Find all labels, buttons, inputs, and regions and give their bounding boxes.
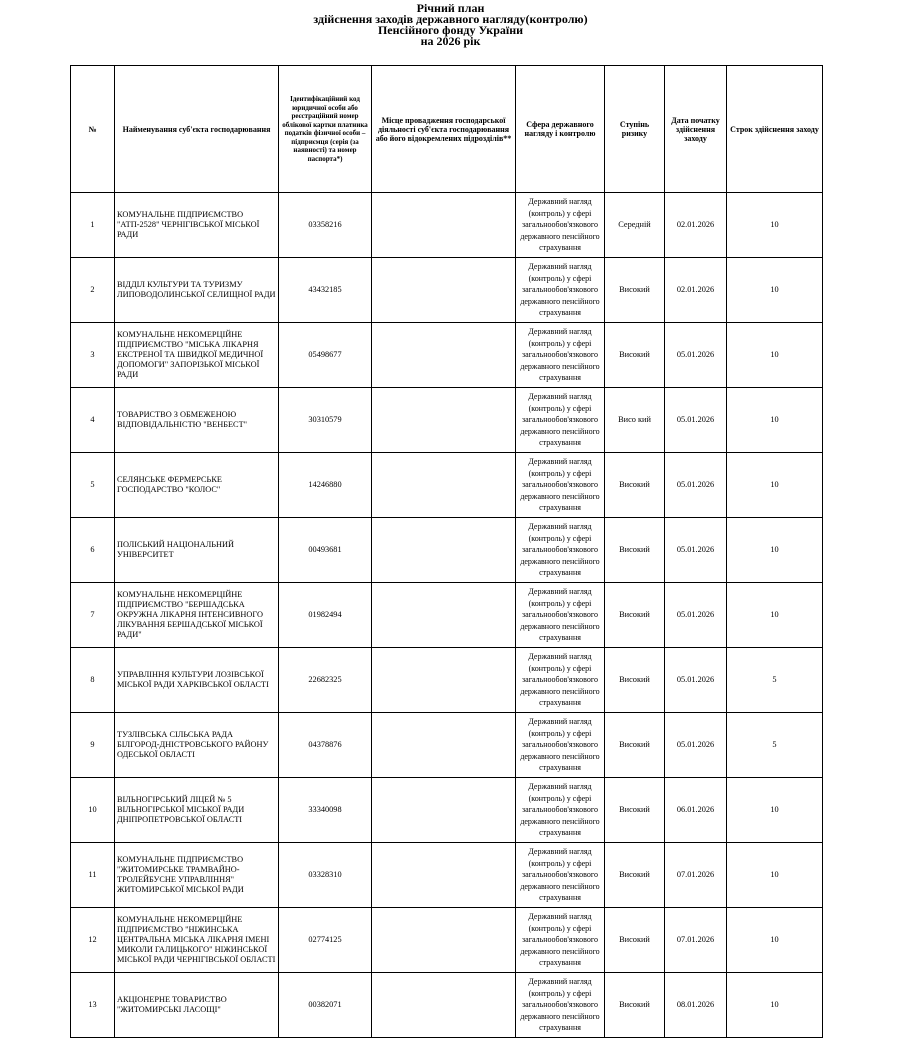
cell-entity-name: ПОЛІСЬКИЙ НАЦІОНАЛЬНИЙ УНІВЕРСИТЕТ xyxy=(115,518,279,583)
cell-place xyxy=(372,518,516,583)
table-row xyxy=(71,518,823,583)
title-line-3: Пенсійного фонду України xyxy=(377,23,524,37)
cell-term: 10 xyxy=(727,193,823,258)
cell-term: 10 xyxy=(727,908,823,973)
cell-entity-name: КОМУНАЛЬНЕ ПІДПРИЄМСТВО "ЖИТОМИРСЬКЕ ТРАМВАЙНО-ТРОЛЕЙБУСНЕ УПРАВЛІННЯ" ЖИТОМИРСЬКОЇ МІСЬКОЇ РАДИ xyxy=(115,843,279,908)
cell-risk: Високий xyxy=(605,843,665,908)
cell-code: 00493681 xyxy=(279,518,372,583)
header-risk: Ступінь ризику xyxy=(605,66,665,193)
cell-entity-name: АКЦІОНЕРНЕ ТОВАРИСТВО "ЖИТОМИРСЬКІ ЛАСОЩІ" xyxy=(115,973,279,1038)
cell-num: 6 xyxy=(71,518,115,583)
cell-place xyxy=(372,713,516,778)
header-name: Найменування суб'єкта господарювання xyxy=(115,66,279,193)
cell-risk: Високий xyxy=(605,908,665,973)
table-row xyxy=(71,843,823,908)
cell-risk: Високий xyxy=(605,713,665,778)
table-body xyxy=(71,193,823,1038)
cell-risk: Високий xyxy=(605,453,665,518)
cell-entity-name: КОМУНАЛЬНЕ НЕКОМЕРЦІЙНЕ ПІДПРИЄМСТВО "МІСЬКА ЛІКАРНЯ ЕКСТРЕНОЇ ТА ШВИДКОЇ МЕДИЧНОЇ ДОПОМОГИ" ЗАПОРІЗЬКОЇ МІСЬКОЇ РАДИ xyxy=(115,323,279,388)
cell-sphere: Державний нагляд (контроль) у сфері загальнообов'язкового державного пенсійного страхування xyxy=(516,388,605,453)
cell-term: 10 xyxy=(727,778,823,843)
cell-start-date: 07.01.2026 xyxy=(665,908,727,973)
cell-risk: Високий xyxy=(605,583,665,648)
cell-entity-name: КОМУНАЛЬНЕ НЕКОМЕРЦІЙНЕ ПІДПРИЄМСТВО "НІЖИНСЬКА ЦЕНТРАЛЬНА МІСЬКА ЛІКАРНЯ ІМЕНІ МИКОЛИ ГАЛИЦЬКОГО" НІЖИНСЬКОЇ МІСЬКОЇ РАДИ ЧЕРНІГІВСЬКОЇ ОБЛАСТІ xyxy=(115,908,279,973)
title-line-4: на 2026 рік xyxy=(420,34,481,48)
cell-code: 30310579 xyxy=(279,388,372,453)
cell-start-date: 05.01.2026 xyxy=(665,518,727,583)
cell-code: 03328310 xyxy=(279,843,372,908)
header-code: Ідентифікаційний код юридичної особи або реєстраційний номер облікової картки платника податків фізичної особи – підприємця (серія (за наявності) та номер паспорта*) xyxy=(279,66,372,193)
cell-risk: Висо кий xyxy=(605,388,665,453)
cell-risk: Високий xyxy=(605,973,665,1038)
cell-code: 43432185 xyxy=(279,258,372,323)
cell-start-date: 02.01.2026 xyxy=(665,193,727,258)
cell-start-date: 08.01.2026 xyxy=(665,973,727,1038)
cell-code: 01982494 xyxy=(279,583,372,648)
cell-start-date: 02.01.2026 xyxy=(665,258,727,323)
cell-entity-name: ТОВАРИСТВО З ОБМЕЖЕНОЮ ВІДПОВІДАЛЬНІСТЮ "ВЕНБЕСТ" xyxy=(115,388,279,453)
cell-num: 7 xyxy=(71,583,115,648)
cell-num: 11 xyxy=(71,843,115,908)
cell-code: 02774125 xyxy=(279,908,372,973)
cell-num: 9 xyxy=(71,713,115,778)
cell-entity-name: СЕЛЯНСЬКЕ ФЕРМЕРСЬКЕ ГОСПОДАРСТВО "КОЛОС" xyxy=(115,453,279,518)
cell-code: 04378876 xyxy=(279,713,372,778)
cell-term: 5 xyxy=(727,648,823,713)
cell-num: 12 xyxy=(71,908,115,973)
cell-term: 10 xyxy=(727,258,823,323)
header-place: Місце провадження господарської діяльності суб'єкта господарювання або його відокремлених підрозділів** xyxy=(372,66,516,193)
cell-code: 05498677 xyxy=(279,323,372,388)
document-title xyxy=(0,3,901,47)
cell-term: 5 xyxy=(727,713,823,778)
cell-sphere: Державний нагляд (контроль) у сфері загальнообов'язкового державного пенсійного страхування xyxy=(516,193,605,258)
cell-sphere: Державний нагляд (контроль) у сфері загальнообов'язкового державного пенсійного страхування xyxy=(516,518,605,583)
cell-entity-name: КОМУНАЛЬНЕ НЕКОМЕРЦІЙНЕ ПІДПРИЄМСТВО "БЕРШАДСЬКА ОКРУЖНА ЛІКАРНЯ ІНТЕНСИВНОГО ЛІКУВАННЯ БЕРШАДСЬКОЇ МІСЬКОЇ РАДИ" xyxy=(115,583,279,648)
cell-entity-name: ВІДДІЛ КУЛЬТУРИ ТА ТУРИЗМУ ЛИПОВОДОЛИНСЬКОЇ СЕЛИЩНОЇ РАДИ xyxy=(115,258,279,323)
cell-code: 33340098 xyxy=(279,778,372,843)
table-row xyxy=(71,323,823,388)
cell-term: 10 xyxy=(727,973,823,1038)
title-line-2: здійснення заходів державного нагляду(контролю) xyxy=(313,12,588,26)
table-row xyxy=(71,973,823,1038)
cell-code: 03358216 xyxy=(279,193,372,258)
table-row xyxy=(71,388,823,453)
cell-sphere: Державний нагляд (контроль) у сфері загальнообов'язкового державного пенсійного страхування xyxy=(516,323,605,388)
cell-term: 10 xyxy=(727,323,823,388)
cell-start-date: 05.01.2026 xyxy=(665,583,727,648)
cell-num: 13 xyxy=(71,973,115,1038)
cell-entity-name: ТУЗЛІВСЬКА СІЛЬСЬКА РАДА БІЛГОРОД-ДНІСТРОВСЬКОГО РАЙОНУ ОДЕСЬКОЇ ОБЛАСТІ xyxy=(115,713,279,778)
cell-start-date: 07.01.2026 xyxy=(665,843,727,908)
cell-term: 10 xyxy=(727,388,823,453)
table-row xyxy=(71,453,823,518)
cell-num: 2 xyxy=(71,258,115,323)
cell-sphere: Державний нагляд (контроль) у сфері загальнообов'язкового державного пенсійного страхування xyxy=(516,648,605,713)
cell-start-date: 05.01.2026 xyxy=(665,453,727,518)
cell-entity-name: КОМУНАЛЬНЕ ПІДПРИЄМСТВО "АТП-2528" ЧЕРНІГІВСЬКОЇ МІСЬКОЇ РАДИ xyxy=(115,193,279,258)
cell-risk: Середній xyxy=(605,193,665,258)
cell-code: 14246880 xyxy=(279,453,372,518)
plan-table xyxy=(70,65,823,1038)
table-row xyxy=(71,193,823,258)
cell-term: 10 xyxy=(727,843,823,908)
cell-sphere: Державний нагляд (контроль) у сфері загальнообов'язкового державного пенсійного страхування xyxy=(516,713,605,778)
cell-place xyxy=(372,453,516,518)
cell-risk: Високий xyxy=(605,258,665,323)
cell-place xyxy=(372,908,516,973)
cell-entity-name: ВІЛЬНОГІРСЬКИЙ ЛІЦЕЙ № 5 ВІЛЬНОГІРСЬКОЇ МІСЬКОЇ РАДИ ДНІПРОПЕТРОВСЬКОЇ ОБЛАСТІ xyxy=(115,778,279,843)
cell-num: 10 xyxy=(71,778,115,843)
cell-place xyxy=(372,388,516,453)
cell-start-date: 05.01.2026 xyxy=(665,388,727,453)
cell-sphere: Державний нагляд (контроль) у сфері загальнообов'язкового державного пенсійного страхування xyxy=(516,778,605,843)
cell-num: 1 xyxy=(71,193,115,258)
cell-place xyxy=(372,973,516,1038)
cell-num: 8 xyxy=(71,648,115,713)
cell-place xyxy=(372,258,516,323)
cell-num: 3 xyxy=(71,323,115,388)
cell-risk: Високий xyxy=(605,518,665,583)
cell-code: 22682325 xyxy=(279,648,372,713)
cell-start-date: 05.01.2026 xyxy=(665,323,727,388)
cell-start-date: 05.01.2026 xyxy=(665,648,727,713)
cell-start-date: 05.01.2026 xyxy=(665,713,727,778)
cell-place xyxy=(372,583,516,648)
cell-risk: Високий xyxy=(605,648,665,713)
table-row xyxy=(71,778,823,843)
cell-term: 10 xyxy=(727,518,823,583)
table-row xyxy=(71,583,823,648)
cell-place xyxy=(372,843,516,908)
cell-sphere: Державний нагляд (контроль) у сфері загальнообов'язкового державного пенсійного страхування xyxy=(516,908,605,973)
cell-sphere: Державний нагляд (контроль) у сфері загальнообов'язкового державного пенсійного страхування xyxy=(516,453,605,518)
cell-term: 10 xyxy=(727,453,823,518)
cell-risk: Високий xyxy=(605,323,665,388)
cell-sphere: Державний нагляд (контроль) у сфері загальнообов'язкового державного пенсійного страхування xyxy=(516,843,605,908)
cell-place xyxy=(372,193,516,258)
table-row xyxy=(71,713,823,778)
cell-sphere: Державний нагляд (контроль) у сфері загальнообов'язкового державного пенсійного страхування xyxy=(516,973,605,1038)
cell-term: 10 xyxy=(727,583,823,648)
title-line-1: Річний план xyxy=(416,1,485,15)
table-row xyxy=(71,648,823,713)
table-header-row xyxy=(71,66,823,193)
cell-num: 4 xyxy=(71,388,115,453)
table-row xyxy=(71,908,823,973)
cell-entity-name: УПРАВЛІННЯ КУЛЬТУРИ ЛОЗІВСЬКОЇ МІСЬКОЇ РАДИ ХАРКІВСЬКОЇ ОБЛАСТІ xyxy=(115,648,279,713)
cell-place xyxy=(372,323,516,388)
header-sphere: Сфера державного нагляду і контролю xyxy=(516,66,605,193)
cell-place xyxy=(372,778,516,843)
cell-start-date: 06.01.2026 xyxy=(665,778,727,843)
cell-risk: Високий xyxy=(605,778,665,843)
cell-code: 00382071 xyxy=(279,973,372,1038)
cell-num: 5 xyxy=(71,453,115,518)
cell-place xyxy=(372,648,516,713)
header-date: Дата початку здійснення заходу xyxy=(665,66,727,193)
header-num: № xyxy=(71,66,115,193)
cell-sphere: Державний нагляд (контроль) у сфері загальнообов'язкового державного пенсійного страхування xyxy=(516,258,605,323)
cell-sphere: Державний нагляд (контроль) у сфері загальнообов'язкового державного пенсійного страхування xyxy=(516,583,605,648)
header-term: Строк здійснення заходу xyxy=(727,66,823,193)
table-row xyxy=(71,258,823,323)
